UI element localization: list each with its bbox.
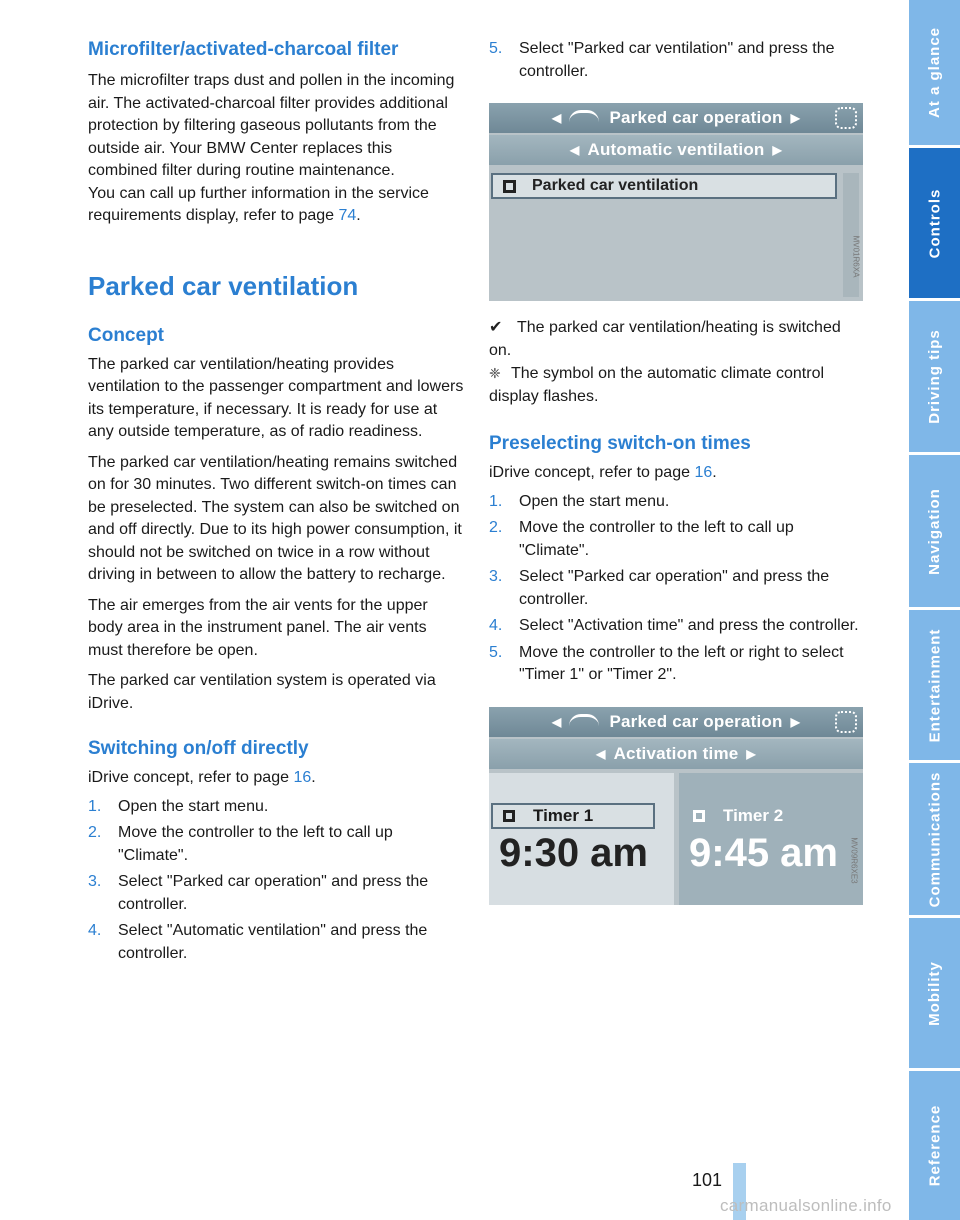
- step5-list: [489, 38, 865, 83]
- tab-mobility[interactable]: Mobility: [909, 918, 960, 1068]
- list-item: 3. Select "Parked car operation" and press the controller.: [88, 873, 429, 913]
- image-code: MV01R6XA: [851, 235, 861, 278]
- checkbox-icon: [503, 810, 515, 822]
- service-text-pre: You can call up further information in the service requirements display, refer to page: [88, 184, 429, 224]
- preselect-steps: [489, 491, 865, 687]
- concept-p4: The parked car ventilation system is operated via iDrive.: [88, 672, 436, 712]
- list-item: 3. Select "Parked car operation" and press the controller.: [489, 568, 830, 608]
- list-item: 1. Open the start menu.: [88, 797, 269, 815]
- concept-heading: Concept: [88, 324, 164, 346]
- tab-controls[interactable]: Controls: [909, 148, 960, 298]
- left-arrow-icon: ◀: [552, 714, 562, 729]
- chapter-sidebar: [909, 0, 960, 1220]
- menu-bar-activation-time: ◀ Activation time ▶: [489, 739, 863, 769]
- checkbox-icon: [693, 810, 705, 822]
- right-arrow-icon: ▶: [790, 111, 800, 125]
- idrive-ref-right: [489, 462, 865, 485]
- switched-on-text: ✔ The parked car ventilation/heating is switched on.: [489, 319, 841, 359]
- right-column: [489, 38, 865, 905]
- idrive-post: .: [712, 464, 717, 481]
- fan-icon: [569, 110, 599, 126]
- concept-p1: The parked car ventilation/heating provides ventilation to the passenger compartment and lowers its temperature, if necessary. It is ready for use at any outside temperature, as of radio readiness.: [88, 355, 464, 440]
- right-arrow-icon: ▶: [790, 714, 800, 729]
- switching-heading: Switching on/off directly: [88, 738, 309, 759]
- menu-bar-parked-car-operation: ◀ Parked car operation ▶: [489, 707, 863, 737]
- idrive-pre: iDrive concept, refer to page: [489, 464, 695, 481]
- list-item: 5. Select "Parked car ventilation" and press the controller.: [489, 40, 835, 80]
- watermark: carmanualsonline.info: [720, 1196, 892, 1215]
- list-item: 1. Open the start menu.: [489, 492, 670, 510]
- menu-bar-parked-car-operation: ◀ Parked car operation ▶: [489, 103, 863, 133]
- list-item: 2. Move the controller to the left to call up "Climate".: [489, 519, 794, 559]
- main-heading: Parked car ventilation: [88, 270, 359, 301]
- timer1-label: Timer 1: [491, 803, 655, 829]
- concept-p3: The air emerges from the air vents for the upper body area in the instrument panel. The air vents must therefore be open.: [88, 596, 428, 659]
- page-link-16[interactable]: 16: [694, 464, 713, 481]
- checkbox-icon: [503, 180, 516, 193]
- timer2-label: Timer 2: [689, 803, 839, 829]
- idrive-screen-timers: [489, 707, 863, 905]
- check-icon: ✔: [489, 319, 503, 336]
- menu-bar-automatic-ventilation: ◀ Automatic ventilation ▶: [489, 135, 863, 165]
- controller-icon: [835, 711, 857, 733]
- left-arrow-icon: ◀: [570, 143, 580, 157]
- tab-navigation[interactable]: Navigation: [909, 455, 960, 607]
- idrive-ref-left: [88, 767, 464, 790]
- list-item: 5. Move the controller to the left or right to select "Timer 1" or "Timer 2".: [489, 643, 844, 683]
- controller-icon: [835, 107, 857, 129]
- fan-icon: [569, 714, 599, 730]
- flash-text: ❈ The symbol on the automatic climate control display flashes.: [489, 362, 865, 408]
- concept-p2: The parked car ventilation/heating remains switched on for 30 minutes. Two different switch-on times can be preselected. The system can also be switched on and off directly. Due to its high power consumption, it should not be switched on twice in a row without driving in between to allow the battery to recharge.: [88, 453, 462, 583]
- page-number: 101: [692, 1170, 723, 1190]
- fan-symbol-icon: ❈: [489, 365, 501, 381]
- microfilter-heading: Microfilter/activated-charcoal filter: [88, 39, 399, 60]
- parked-car-ventilation-option: Parked car ventilation: [491, 173, 837, 199]
- tab-driving-tips[interactable]: Driving tips: [909, 301, 960, 452]
- image-code: MV09R6XE3: [849, 836, 859, 884]
- tab-reference[interactable]: Reference: [909, 1071, 960, 1220]
- list-item: 2. Move the controller to the left to call up "Climate".: [88, 824, 393, 864]
- switching-steps: [88, 796, 464, 966]
- list-item: 4. Select "Activation time" and press the controller.: [489, 617, 859, 634]
- timer2-time: 9:45 am: [689, 830, 838, 875]
- page-link-16[interactable]: 16: [293, 769, 312, 786]
- service-text-post: .: [356, 207, 361, 224]
- service-text: [88, 183, 464, 228]
- idrive-screen-ventilation: [489, 103, 863, 301]
- left-column: [88, 38, 464, 969]
- microfilter-text: The microfilter traps dust and pollen in the incoming air. The activated-charcoal filter provides additional protection by filtering gaseous pollutants from the outside air. Your BMW Center replaces this combined filter during routine maintenance.: [88, 72, 455, 179]
- page-link-74[interactable]: 74: [338, 207, 357, 224]
- idrive-pre: iDrive concept, refer to page: [88, 769, 294, 786]
- preselect-heading: Preselecting switch-on times: [489, 433, 751, 454]
- right-arrow-icon: ▶: [746, 746, 756, 761]
- left-arrow-icon: ◀: [596, 746, 606, 761]
- tab-at-a-glance[interactable]: At a glance: [909, 0, 960, 145]
- right-arrow-icon: ▶: [772, 143, 782, 157]
- left-arrow-icon: ◀: [552, 111, 562, 125]
- tab-communications[interactable]: Communications: [909, 763, 960, 915]
- timer1-time: 9:30 am: [499, 830, 648, 875]
- list-item: 4. Select "Automatic ventilation" and press the controller.: [88, 922, 428, 962]
- tab-entertainment[interactable]: Entertainment: [909, 610, 960, 760]
- idrive-post: .: [311, 769, 316, 786]
